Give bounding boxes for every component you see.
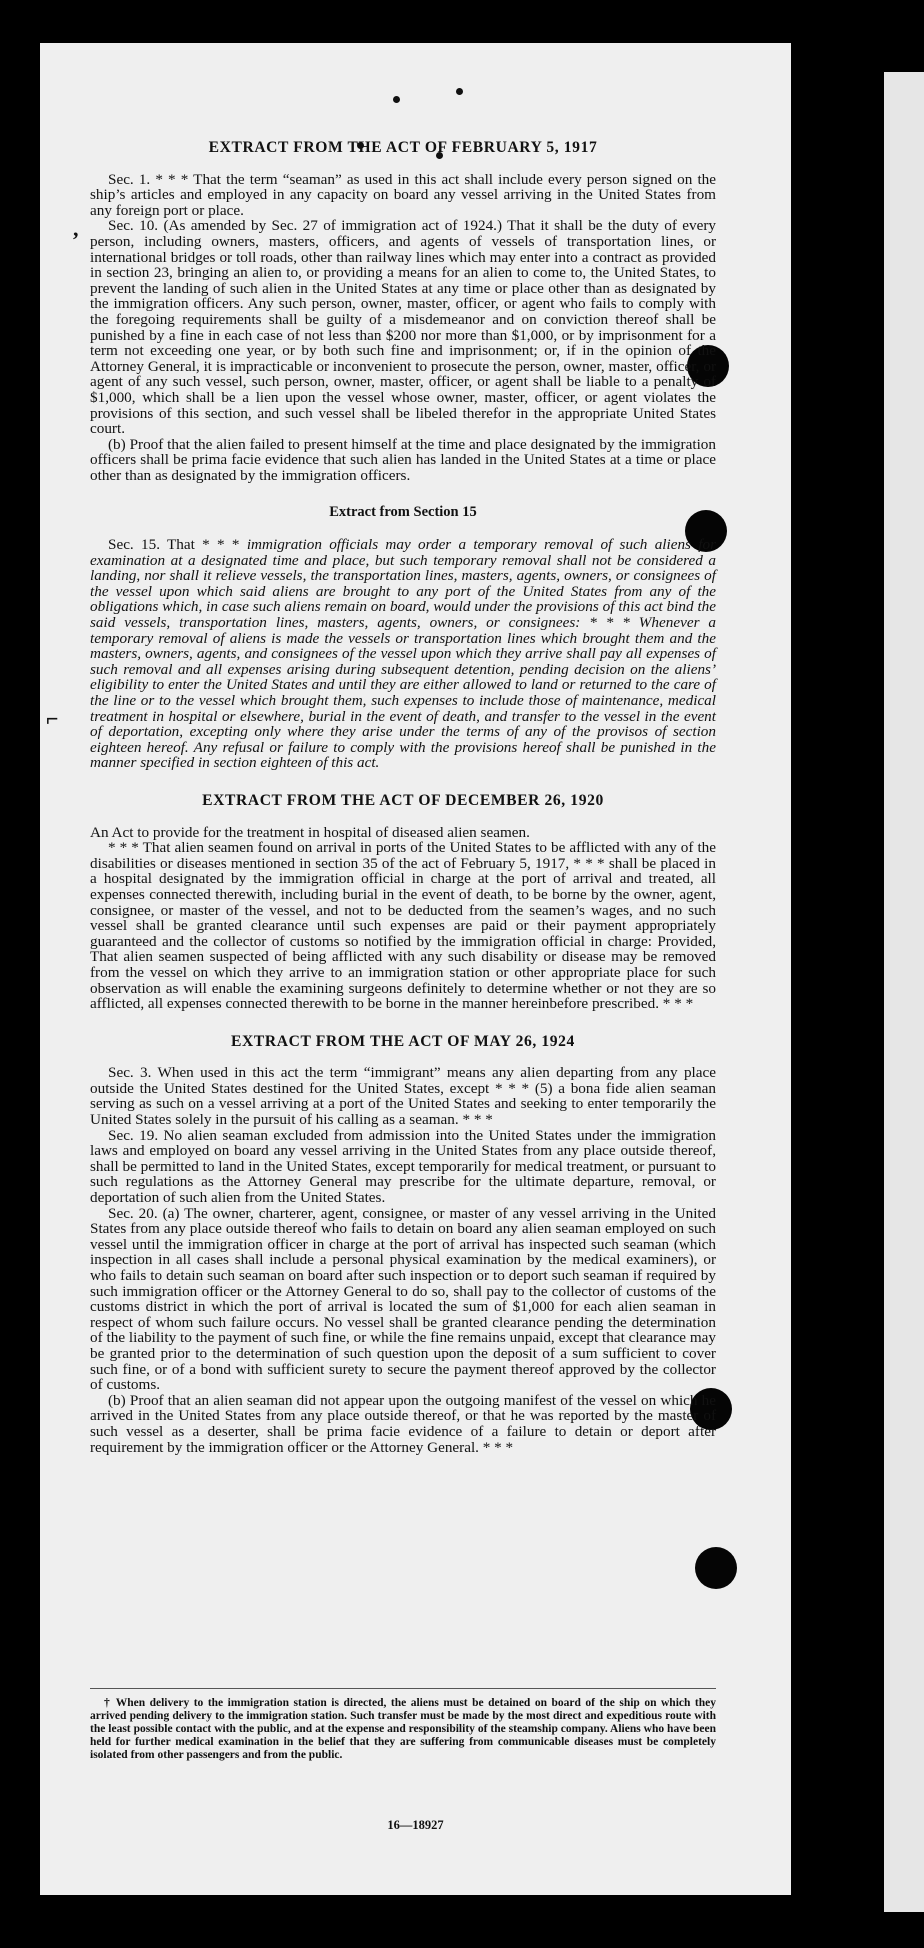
section-paragraph: (b) Proof that the alien failed to present himself at the time and place designated by the immigration officers shall be prima facie evidence that such alien has landed in the United States at a time or place other than as designated by the immigration officers. (90, 435, 716, 484)
italic-text: immigration officials may order a temporary removal of such aliens for examination at a designated time and place, but such temporary removal shall not be considered a landing, nor shall it relieve vessels, the transportation lines, masters, agents, owners, or consignees of the vessel upon which said aliens are brought to any port of the United States from any of the obligations which, in case such aliens remain on board, would under the provisions of this act bind the said vessels, transportation lines, masters, agents, owners, or consignees: * * * Whenever a temporary removal of aliens is made the vessels or transportation lines which brought them and the masters, owners, agents, and consignees of the vessel upon which they arrive shall pay all expenses of such removal and all expenses arising during subsequent detention, pending decision on the aliens’ eligibility to enter the United States and until they are either allowed to land or returned to the care of the line or to the vessel which brought them, such expenses to include those of maintenance, medical treatment in hospital or elsewhere, burial in the event of death, and transfer to the vessel in the event of deportation, excepting only where they arise under the terms of any of the provisos of section eighteen hereof. Any refusal or failure to comply with the provisions hereof shall be punished in the manner specified in section eighteen of this act. (90, 536, 716, 772)
section-paragraph: Sec. 19. No alien seaman excluded from admission into the United States under the immigration laws and employed on board any vessel arriving in the United States from any place outside thereof, shall be permitted to land in the United States, except temporarily for medical treatment, or pursuant to such regulations as the Attorney General may prescribe for the ultimate departure, removal, or deportation of such alien from the United States. (90, 1126, 716, 1207)
scan-speck (456, 88, 463, 95)
scan-speck (393, 96, 400, 103)
section-heading: EXTRACT FROM THE ACT OF DECEMBER 26, 1920 (202, 791, 604, 809)
section-heading: EXTRACT FROM THE ACT OF MAY 26, 1924 (231, 1032, 575, 1050)
section-paragraph: Sec. 3. When used in this act the term “immigrant” means any alien departing from any place outside the United States destined for the United States, except * * * (5) a bona fide alien seaman serving as such on a vessel arriving at a port of the United States and seeking to enter temporarily the United States solely in the pursuit of his calling as a seaman. * * * (90, 1064, 716, 1129)
section-paragraph: Sec. 20. (a) The owner, charterer, agent, consignee, or master of any vessel arriving in the United States from any place outside thereof who fails to detain on board any alien seaman employed on such vessel until the immigration officer in charge at the port of arrival has inspected such seaman (which inspection in all cases shall include a personal physical examination by the medical examiners), or who fails to detain such seaman on board after such inspection or to deport such seaman if required by such immigration officer or the Attorney General to do so, shall pay to the collector of customs of the customs district in which the port of arrival is located the sum of $1,000 for each alien seaman in respect of whom such failure occurs. No vessel shall be granted clearance pending the determination of the liability to the payment of such fine, or while the fine remains unpaid, except that clearance may be granted prior to the determination of such question upon the deposit of a sum sufficient to cover such fine, or of a bond with sufficient surety to secure the payment thereof approved by the collector of customs. (90, 1204, 716, 1394)
margin-mark: ⌐ (46, 706, 59, 731)
section-heading: Extract from Section 15 (329, 504, 477, 521)
section-paragraph: An Act to provide for the treatment in hospital of diseased alien seamen. (90, 823, 530, 841)
footnote: † When delivery to the immigration station is directed, the aliens must be detained on board of the ship on which they arrived pending delivery to the immigration station. Such transfer must be made by the most direct and expeditious route with the least possible contact with the public, and at the expense and responsibility of the steamship company. Aliens who have been held for further medical examination in the belief that they are suffering from communicable diseases must be completely isolated from other passengers and from the public. (90, 1688, 716, 1762)
section-paragraph: Sec. 1. * * * That the term “seaman” as used in this act shall include every person signed on the ship’s articles and employed in any capacity on board any vessel arriving in the United States from any foreign port or place. (90, 170, 716, 219)
section-paragraph: * * * That alien seamen found on arrival in ports of the United States to be afflicted with any of the disabilities or diseases mentioned in section 35 of the act of February 5, 1917, * * * shall be placed in a hospital designated by the immigration official in charge at the port of arrival and treated, all expenses connected therewith, including burial in the event of death, to be borne by the owner, agent, consignee, or master of the vessel, and not to be deducted from the seamen’s wages, and no such vessel shall be granted clearance until such expenses are paid or their payment appropriately guaranteed and the collector of customs so notified by the immigration official in charge: Provided, That alien seamen suspected of being afflicted with any such disability or disease may be removed from the vessel on which they arrive to an immigration station or other appropriate place for such observation as will enable the examining surgeons definitely to determine whether or not they are so afflicted, all expenses connected therewith to be borne in the manner hereinbefore prescribed. * * * (90, 839, 716, 1013)
margin-mark: , (73, 216, 79, 241)
section-paragraph: Sec. 10. (As amended by Sec. 27 of immigration act of 1924.) That it shall be the duty of every person, including owners, masters, officers, and agents of vessels of transportation lines, or international bridges or toll roads, other than railway lines which may enter into a contract as provided in section 23, bringing an alien to, or providing a means for an alien to come to, the United States, to prevent the landing of such alien in the United States at any time or place other than as designated by the immigration officers. Any such person, owner, master, officer, or agent who fails to comply with the foregoing requirements shall be guilty of a misdemeanor and on conviction thereof shall be punished by a fine in each case of not less than $200 nor more than $1,000, or by imprisonment for a term not exceeding one year, or by both such fine and imprisonment; or, if in the opinion of the Attorney General, it is impracticable or inconvenient to prosecute the person, owner, master, officer, or agent of any such vessel, such person, owner, master, officer, or agent shall be liable to a penalty of $1,000, which shall be a lien upon the vessel whose owner, master, officer, or agent violates the provisions of this section, and such vessel shall be libeled therefor in the appropriate United States court. (90, 217, 716, 438)
document-text (90, 140, 716, 1455)
section-lead: Sec. 15. That * * * (108, 536, 240, 554)
form-number: 16—18927 (387, 1818, 444, 1832)
section-paragraph: (b) Proof that an alien seaman did not appear upon the outgoing manifest of the vessel on which he arrived in the United States from any place outside thereof, or that he was reported by the master of such vessel as a deserter, shall be prima facie evidence of a failure to detain or deport after requirement by the immigration officer or the Attorney General. * * * (90, 1391, 716, 1456)
punch-hole (695, 1547, 737, 1589)
section-heading: EXTRACT FROM THE ACT OF FEBRUARY 5, 1917 (208, 139, 598, 156)
adjacent-page-edge (884, 72, 924, 1912)
section-paragraph (90, 537, 716, 771)
